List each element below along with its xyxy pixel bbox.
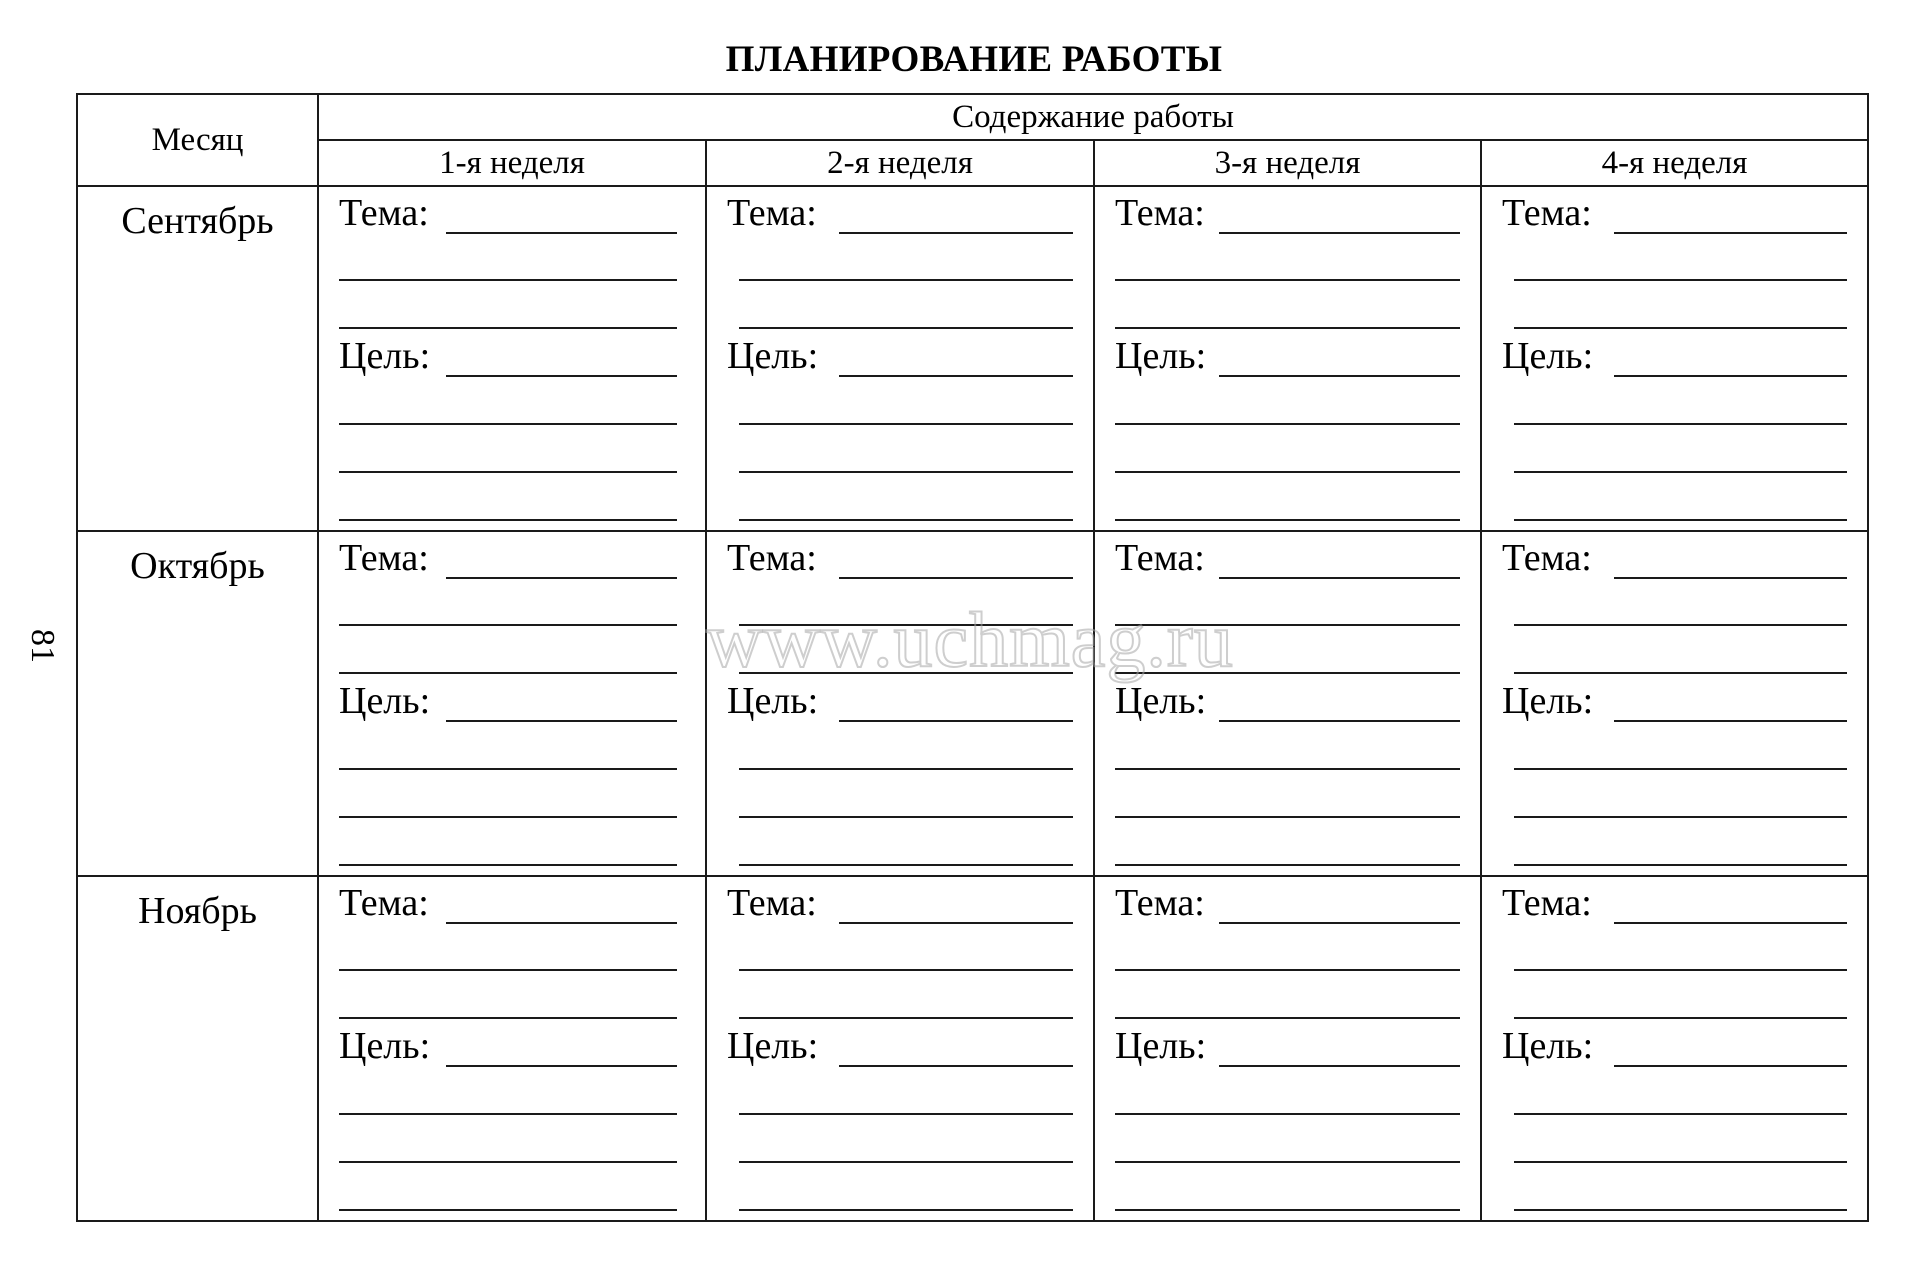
goal-label: Цель: <box>339 1025 431 1067</box>
topic-blank-line[interactable] <box>1115 624 1460 626</box>
goal-blank-line[interactable] <box>339 1161 677 1163</box>
goal-blank-line[interactable] <box>339 519 677 521</box>
week-cell <box>318 531 706 876</box>
topic-blank-line[interactable] <box>1514 279 1847 281</box>
goal-blank-line[interactable] <box>1514 768 1847 770</box>
topic-label: Тема: <box>1115 882 1205 924</box>
page-title: ПЛАНИРОВАНИЕ РАБОТЫ <box>725 39 1223 80</box>
goal-label: Цель: <box>1115 335 1207 377</box>
week-header-4: 4-я неделя <box>1481 140 1868 186</box>
goal-blank-line[interactable] <box>1514 519 1847 521</box>
topic-blank-line[interactable] <box>339 624 677 626</box>
goal-blank-line[interactable] <box>339 1113 677 1115</box>
week-cell <box>706 186 1094 531</box>
topic-blank-line[interactable] <box>1115 327 1460 329</box>
goal-blank-line[interactable] <box>1514 1113 1847 1115</box>
topic-answer-line[interactable] <box>1219 232 1460 234</box>
topic-label: Тема: <box>1115 192 1205 234</box>
goal-answer-line[interactable] <box>1219 375 1460 377</box>
goal-blank-line[interactable] <box>1115 864 1460 866</box>
goal-answer-line[interactable] <box>446 375 677 377</box>
goal-blank-line[interactable] <box>739 1161 1073 1163</box>
goal-blank-line[interactable] <box>339 471 677 473</box>
topic-blank-line[interactable] <box>1115 969 1460 971</box>
topic-label: Тема: <box>727 192 817 234</box>
goal-answer-line[interactable] <box>1614 720 1847 722</box>
topic-blank-line[interactable] <box>1514 327 1847 329</box>
topic-label: Тема: <box>1502 192 1592 234</box>
topic-answer-line[interactable] <box>446 232 677 234</box>
goal-label: Цель: <box>339 680 431 722</box>
table-body <box>77 186 1868 1221</box>
topic-blank-line[interactable] <box>1514 672 1847 674</box>
goal-blank-line[interactable] <box>1514 864 1847 866</box>
goal-blank-line[interactable] <box>739 1113 1073 1115</box>
goal-answer-line[interactable] <box>446 720 677 722</box>
month-name: Ноябрь <box>77 876 318 1221</box>
goal-blank-line[interactable] <box>1115 1161 1460 1163</box>
goal-blank-line[interactable] <box>1514 423 1847 425</box>
month-row <box>77 186 1868 531</box>
topic-answer-line[interactable] <box>446 577 677 579</box>
week-cell <box>706 531 1094 876</box>
topic-answer-line[interactable] <box>839 232 1073 234</box>
week-header-1: 1-я неделя <box>318 140 706 186</box>
goal-answer-line[interactable] <box>1614 1065 1847 1067</box>
goal-answer-line[interactable] <box>839 720 1073 722</box>
week-cell <box>1481 531 1868 876</box>
goal-blank-line[interactable] <box>1514 1209 1847 1211</box>
topic-blank-line[interactable] <box>1115 1017 1460 1019</box>
topic-answer-line[interactable] <box>446 922 677 924</box>
goal-blank-line[interactable] <box>739 864 1073 866</box>
week-cell <box>1481 186 1868 531</box>
topic-answer-line[interactable] <box>1614 922 1847 924</box>
goal-answer-line[interactable] <box>839 1065 1073 1067</box>
topic-blank-line[interactable] <box>339 279 677 281</box>
topic-blank-line[interactable] <box>739 1017 1073 1019</box>
topic-label: Тема: <box>1502 537 1592 579</box>
topic-blank-line[interactable] <box>739 327 1073 329</box>
week-cell <box>706 876 1094 1221</box>
goal-blank-line[interactable] <box>1115 471 1460 473</box>
month-row <box>77 876 1868 1221</box>
topic-label: Тема: <box>339 882 429 924</box>
topic-label: Тема: <box>727 537 817 579</box>
topic-blank-line[interactable] <box>739 279 1073 281</box>
week-cell <box>1481 876 1868 1221</box>
page-number: 81 <box>24 629 61 663</box>
topic-blank-line[interactable] <box>339 1017 677 1019</box>
goal-answer-line[interactable] <box>1614 375 1847 377</box>
goal-label: Цель: <box>1115 1025 1207 1067</box>
goal-blank-line[interactable] <box>1514 1161 1847 1163</box>
topic-answer-line[interactable] <box>839 577 1073 579</box>
topic-answer-line[interactable] <box>1219 577 1460 579</box>
week-cell <box>318 876 706 1221</box>
goal-label: Цель: <box>727 680 819 722</box>
topic-label: Тема: <box>339 537 429 579</box>
month-name: Сентябрь <box>77 186 318 531</box>
topic-answer-line[interactable] <box>839 922 1073 924</box>
content-column-header: Содержание работы <box>318 94 1868 140</box>
topic-blank-line[interactable] <box>739 672 1073 674</box>
week-cell <box>318 186 706 531</box>
goal-blank-line[interactable] <box>739 471 1073 473</box>
goal-blank-line[interactable] <box>339 864 677 866</box>
topic-answer-line[interactable] <box>1614 232 1847 234</box>
topic-answer-line[interactable] <box>1219 922 1460 924</box>
topic-blank-line[interactable] <box>1514 969 1847 971</box>
topic-blank-line[interactable] <box>1514 1017 1847 1019</box>
month-column-header: Месяц <box>77 94 318 186</box>
goal-answer-line[interactable] <box>1219 720 1460 722</box>
topic-blank-line[interactable] <box>739 969 1073 971</box>
week-cell <box>1094 876 1481 1221</box>
goal-blank-line[interactable] <box>1115 423 1460 425</box>
week-header-2: 2-я неделя <box>706 140 1094 186</box>
goal-label: Цель: <box>1115 680 1207 722</box>
goal-blank-line[interactable] <box>339 768 677 770</box>
goal-blank-line[interactable] <box>339 423 677 425</box>
goal-blank-line[interactable] <box>739 816 1073 818</box>
goal-answer-line[interactable] <box>1219 1065 1460 1067</box>
topic-blank-line[interactable] <box>339 969 677 971</box>
topic-answer-line[interactable] <box>1614 577 1847 579</box>
topic-label: Тема: <box>1502 882 1592 924</box>
goal-blank-line[interactable] <box>1514 471 1847 473</box>
week-cell <box>1094 186 1481 531</box>
topic-blank-line[interactable] <box>1115 672 1460 674</box>
goal-blank-line[interactable] <box>739 1209 1073 1211</box>
goal-blank-line[interactable] <box>339 816 677 818</box>
goal-answer-line[interactable] <box>446 1065 677 1067</box>
goal-blank-line[interactable] <box>739 519 1073 521</box>
goal-label: Цель: <box>339 335 431 377</box>
goal-blank-line[interactable] <box>739 423 1073 425</box>
goal-answer-line[interactable] <box>839 375 1073 377</box>
goal-blank-line[interactable] <box>1115 1209 1460 1211</box>
goal-blank-line[interactable] <box>1115 1113 1460 1115</box>
topic-blank-line[interactable] <box>339 672 677 674</box>
goal-blank-line[interactable] <box>1514 816 1847 818</box>
month-row <box>77 531 1868 876</box>
goal-blank-line[interactable] <box>1115 768 1460 770</box>
topic-blank-line[interactable] <box>1514 624 1847 626</box>
topic-label: Тема: <box>1115 537 1205 579</box>
goal-blank-line[interactable] <box>739 768 1073 770</box>
planning-table <box>76 93 1869 1222</box>
topic-blank-line[interactable] <box>339 327 677 329</box>
topic-label: Тема: <box>727 882 817 924</box>
week-cell <box>1094 531 1481 876</box>
week-header-row <box>77 140 1868 186</box>
watermark: www.uchmag.ru <box>706 596 1234 683</box>
week-header-3: 3-я неделя <box>1094 140 1481 186</box>
topic-blank-line[interactable] <box>739 624 1073 626</box>
month-name: Октябрь <box>77 531 318 876</box>
goal-label: Цель: <box>1502 1025 1594 1067</box>
topic-label: Тема: <box>339 192 429 234</box>
topic-blank-line[interactable] <box>1115 279 1460 281</box>
goal-label: Цель: <box>727 335 819 377</box>
goal-label: Цель: <box>727 1025 819 1067</box>
goal-blank-line[interactable] <box>1115 816 1460 818</box>
goal-label: Цель: <box>1502 680 1594 722</box>
goal-label: Цель: <box>1502 335 1594 377</box>
goal-blank-line[interactable] <box>339 1209 677 1211</box>
goal-blank-line[interactable] <box>1115 519 1460 521</box>
